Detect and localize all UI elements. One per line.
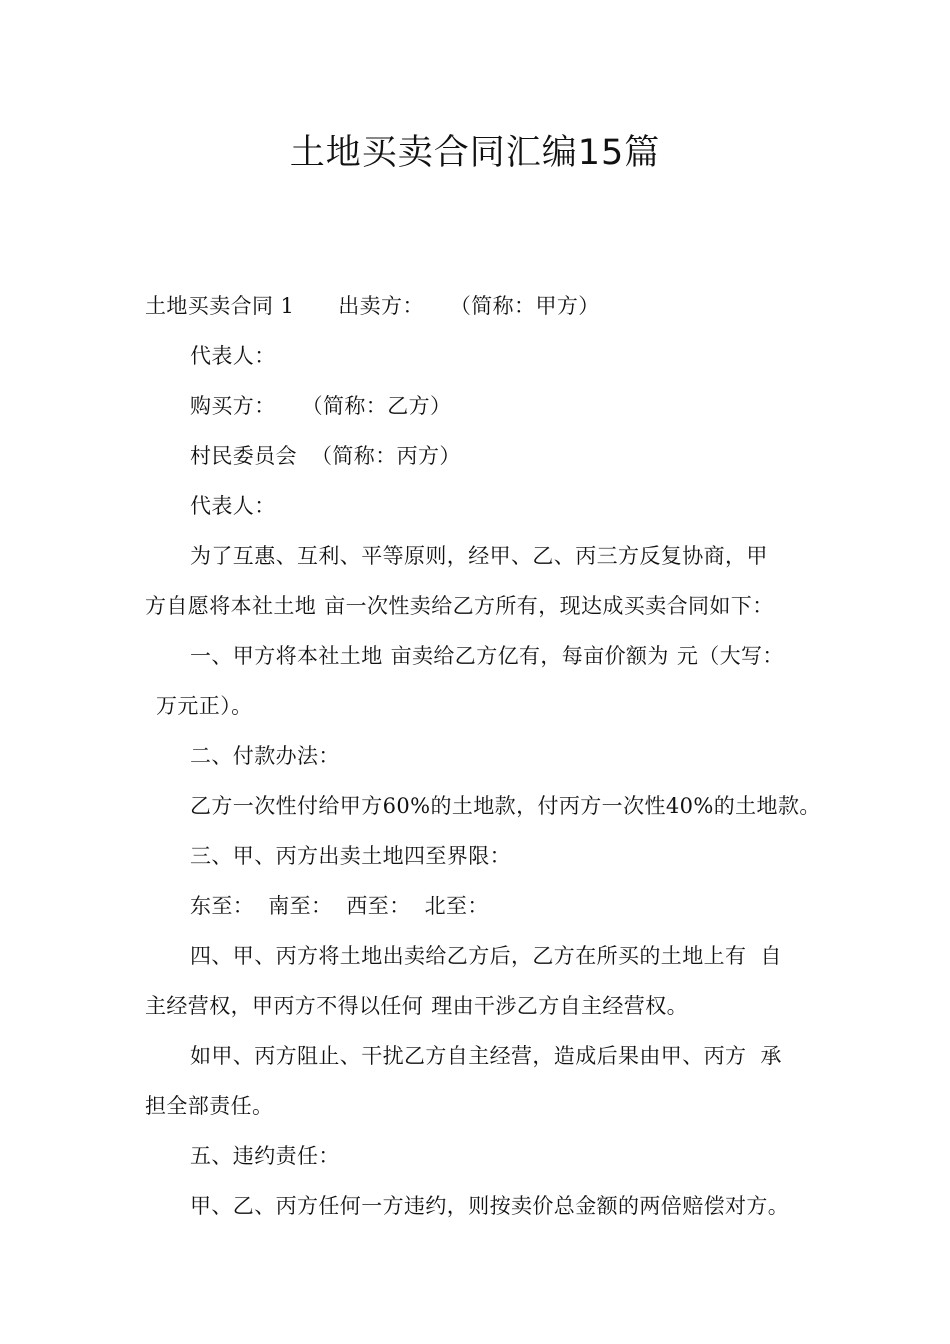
clause-4-line-2: 主经营权，甲丙方不得以任何 理由干涉乙方自主经营权。 [145, 994, 689, 1018]
clause-1-line-2: 万元正）。 [156, 694, 253, 718]
paragraph-preamble-2: 方自愿将本社土地 亩一次性卖给乙方所有，现达成买卖合同如下： [145, 594, 774, 618]
clause-3-heading: 三、甲、丙方出卖土地四至界限： [190, 844, 511, 868]
seller-representative: 代表人： [190, 344, 276, 368]
committee-representative: 代表人： [190, 494, 276, 518]
paragraph-preamble-1: 为了互惠、互利、平等原则，经甲、乙、丙三方反复协商，甲 [190, 544, 768, 568]
boundary-west: 西至： [346, 894, 411, 918]
committee-line [145, 431, 810, 481]
boundary-north: 北至： [424, 894, 489, 918]
seller-abbrev: （简称：甲方） [449, 294, 600, 318]
boundary-east: 东至： [190, 894, 255, 918]
buyer-line [145, 381, 810, 431]
document-title: 土地买卖合同汇编15篇 [289, 133, 661, 173]
clause-5-body: 甲、乙、丙方任何一方违约，则按卖价总金额的两倍赔偿对方。 [190, 1194, 790, 1218]
buyer-abbrev: （简称：乙方） [301, 394, 452, 418]
section-label: 土地买卖合同 1 [145, 294, 295, 318]
clause-2-body: 乙方一次性付给甲方60%的土地款，付丙方一次性40%的土地款。 [190, 794, 821, 818]
contract-heading-line [145, 281, 810, 331]
clause-4-line-1: 四、甲、丙方将土地出卖给乙方后，乙方在所买的土地上有 自 [190, 944, 782, 968]
committee-label: 村民委员会 [190, 444, 297, 468]
clause-1-line-1: 一、甲方将本社土地 亩卖给乙方亿有，每亩价额为 元（大写： [190, 644, 784, 668]
clause-4-para-2-line-1: 如甲、丙方阻止、干扰乙方自主经营，造成后果由甲、丙方 承 [190, 1044, 782, 1068]
boundary-south: 南至： [268, 894, 333, 918]
clause-4-para-2-line-2: 担全部责任。 [145, 1094, 274, 1118]
clause-5-heading: 五、违约责任： [190, 1144, 340, 1168]
buyer-label: 购买方： [190, 394, 276, 418]
document-body [145, 281, 821, 1231]
clause-2-heading: 二、付款办法： [190, 744, 340, 768]
committee-abbrev: （简称：丙方） [311, 444, 461, 468]
clause-3-boundaries [145, 881, 810, 931]
seller-label: 出卖方： [338, 294, 424, 318]
